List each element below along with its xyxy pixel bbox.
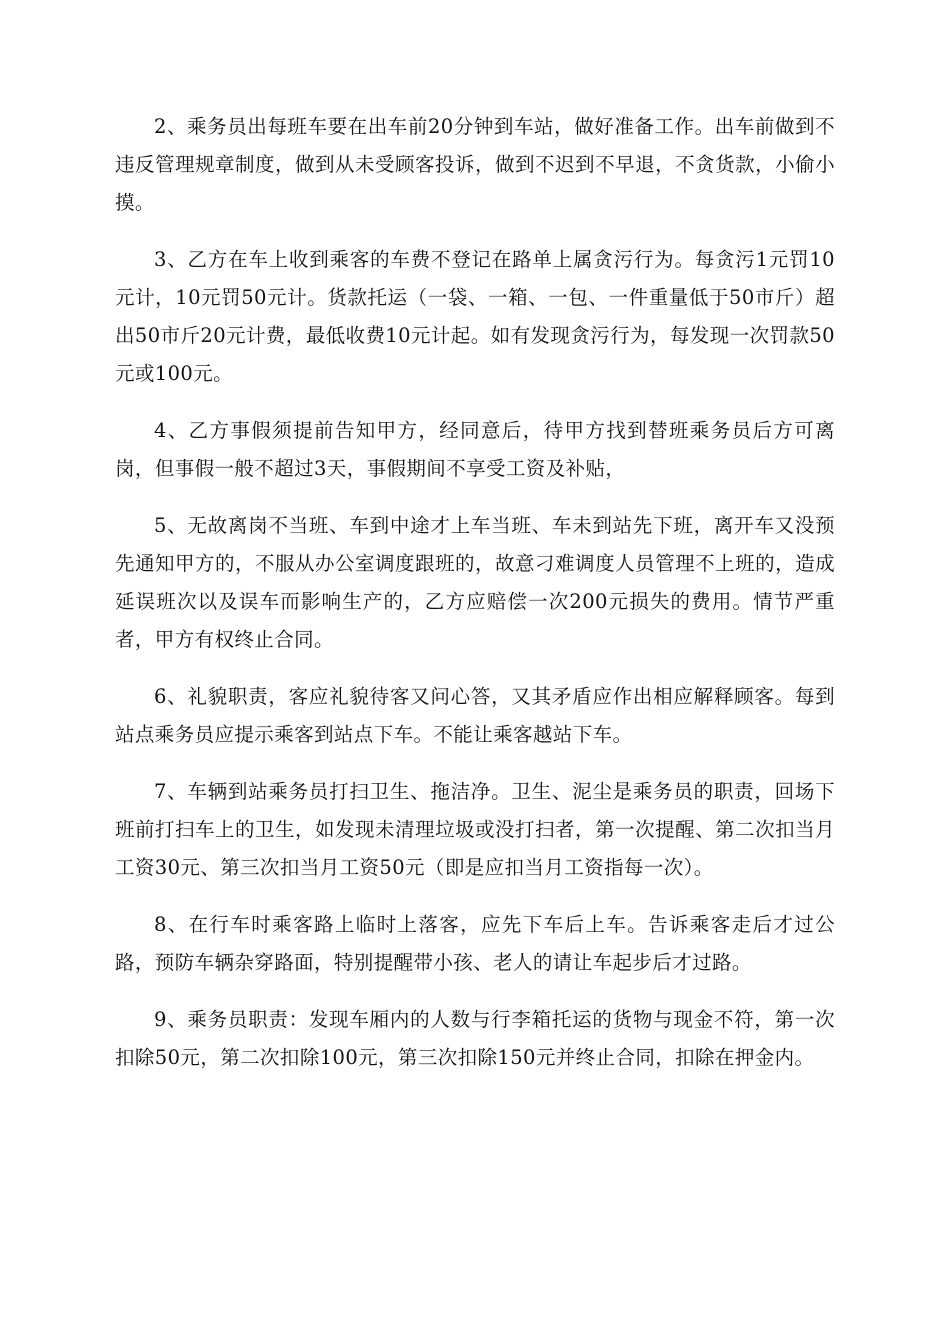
paragraph-item-4: 4、乙方事假须提前告知甲方，经同意后，待甲方找到替班乘务员后方可离岗，但事假一般不超过3天，事假期间不享受工资及补贴，	[115, 419, 835, 480]
paragraph-item-3: 3、乙方在车上收到乘客的车费不登记在路单上属贪污行为。每贪污1元罚10元计，10元罚50元计。货款托运（一袋、一箱、一包、一件重量低于50市斤）超出50市斤20元计费，最低收费10元计起。如有发现贪污行为，每发现一次罚款50元或100元。	[115, 248, 835, 385]
paragraph-item-5: 5、无故离岗不当班、车到中途才上车当班、车未到站先下班，离开车又没预先通知甲方的，不服从办公室调度跟班的，故意刁难调度人员管理不上班的，造成延误班次以及误车而影响生产的，乙方应赔偿一次200元损失的费用。情节严重者，甲方有权终止合同。	[115, 514, 835, 651]
paragraph-item-2: 2、乘务员出每班车要在出车前20分钟到车站，做好准备工作。出车前做到不违反管理规章制度，做到从未受顾客投诉，做到不迟到不早退，不贪货款，小偷小摸。	[115, 115, 835, 214]
paragraph-item-6: 6、礼貌职责，客应礼貌待客又问心答，又其矛盾应作出相应解释顾客。每到站点乘务员应提示乘客到站点下车。不能让乘客越站下车。	[115, 685, 835, 746]
paragraph-item-8: 8、在行车时乘客路上临时上落客，应先下车后上车。告诉乘客走后才过公路，预防车辆杂穿路面，特别提醒带小孩、老人的请让车起步后才过路。	[115, 913, 835, 974]
document-body	[115, 108, 835, 1096]
paragraph-item-7: 7、车辆到站乘务员打扫卫生、拖洁净。卫生、泥尘是乘务员的职责，回场下班前打扫车上的卫生，如发现未清理垃圾或没打扫者，第一次提醒、第二次扣当月工资30元、第三次扣当月工资50元（即是应扣当月工资指每一次）。	[115, 780, 835, 879]
paragraph-item-9: 9、乘务员职责：发现车厢内的人数与行李箱托运的货物与现金不符，第一次扣除50元，第二次扣除100元，第三次扣除150元并终止合同，扣除在押金内。	[115, 1008, 835, 1069]
